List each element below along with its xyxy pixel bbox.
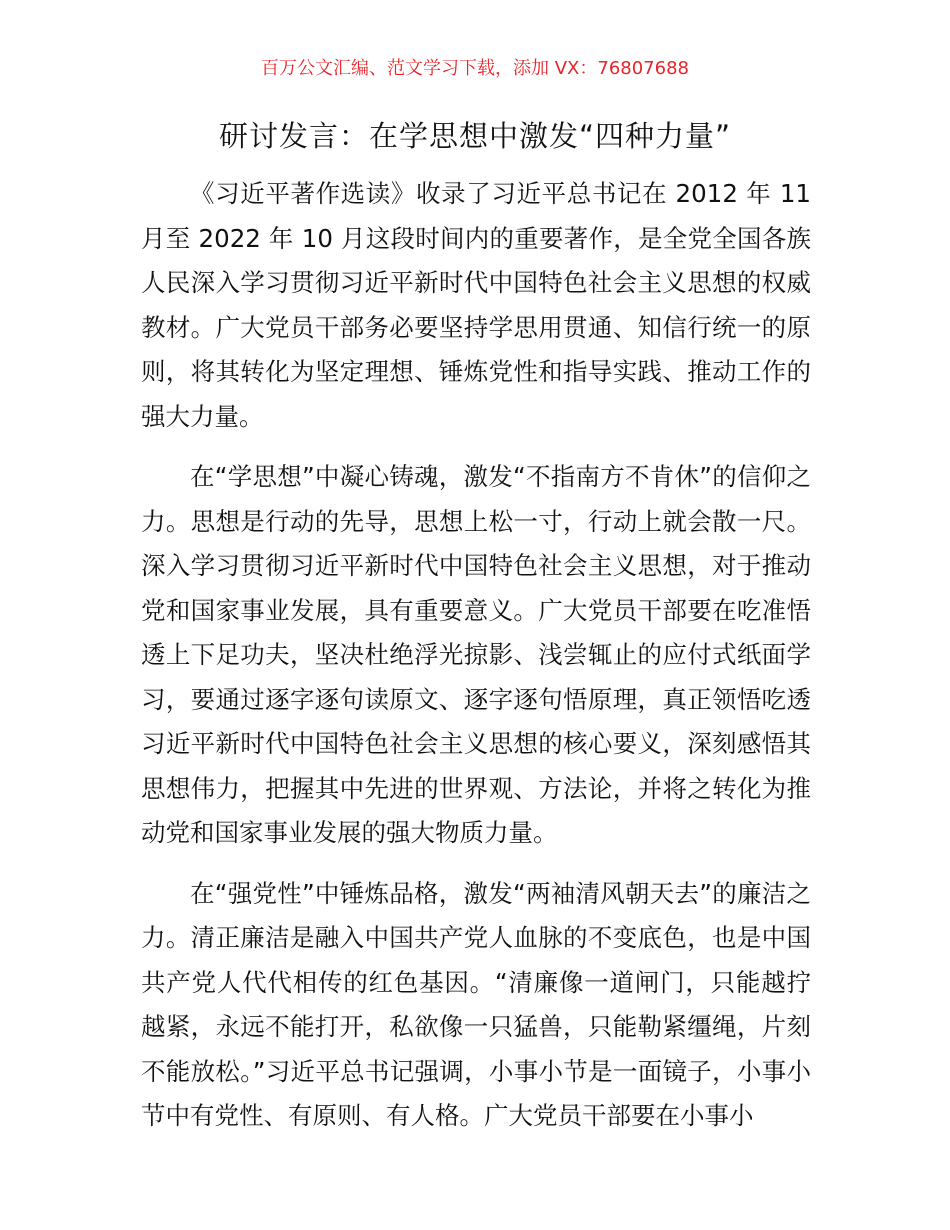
header-banner: 百万公文汇编、范文学习下载，添加 VX：76807688 [261, 58, 689, 79]
document-title: 研讨发言：在学思想中激发“四种力量” [218, 119, 732, 153]
paragraph-2: 在“学思想”中凝心铸魂，激发“不指南方不肯休”的信仰之力。思想是行动的先导，思想上松一寸，行动上就会散一尺。深入学习贯彻习近平新时代中国特色社会主义思想，对于推动党和国家事业发展，具有重要意义。广大党员干部要在吃准悟透上下足功夫，坚决杜绝浮光掠影、浅尝辄止的应付式纸面学习，要通过逐字逐句读原文、逐字逐句悟原理，真正领悟吃透习近平新时代中国特色社会主义思想的核心要义，深刻感悟其思想伟力，把握其中先进的世界观、方法论，并将之转化为推动党和国家事业发展的强大物质力量。 [141, 462, 811, 847]
document-body [141, 172, 811, 1155]
paragraph-1: 《习近平著作选读》收录了习近平总书记在 2012 年 11 月至 2022 年 10 月这段时间内的重要著作，是全党全国各族人民深入学习贯彻习近平新时代中国特色社会主义思想的权威教材。广大党员干部务必要坚持学思用贯通、知信行统一的原则，将其转化为坚定理想、锤炼党性和指导实践、推动工作的强大力量。 [141, 179, 811, 431]
paragraph-3: 在“强党性”中锤炼品格，激发“两袖清风朝天去”的廉洁之力。清正廉洁是融入中国共产党人血脉的不变底色，也是中国共产党人代代相传的红色基因。“清廉像一道闸门，只能越拧越紧，永远不能打开，私欲像一只猛兽，只能勒紧缰绳，片刻不能放松。”习近平总书记强调，小事小节是一面镜子，小事小节中有党性、有原则、有人格。广大党员干部要在小事小 [141, 878, 811, 1130]
